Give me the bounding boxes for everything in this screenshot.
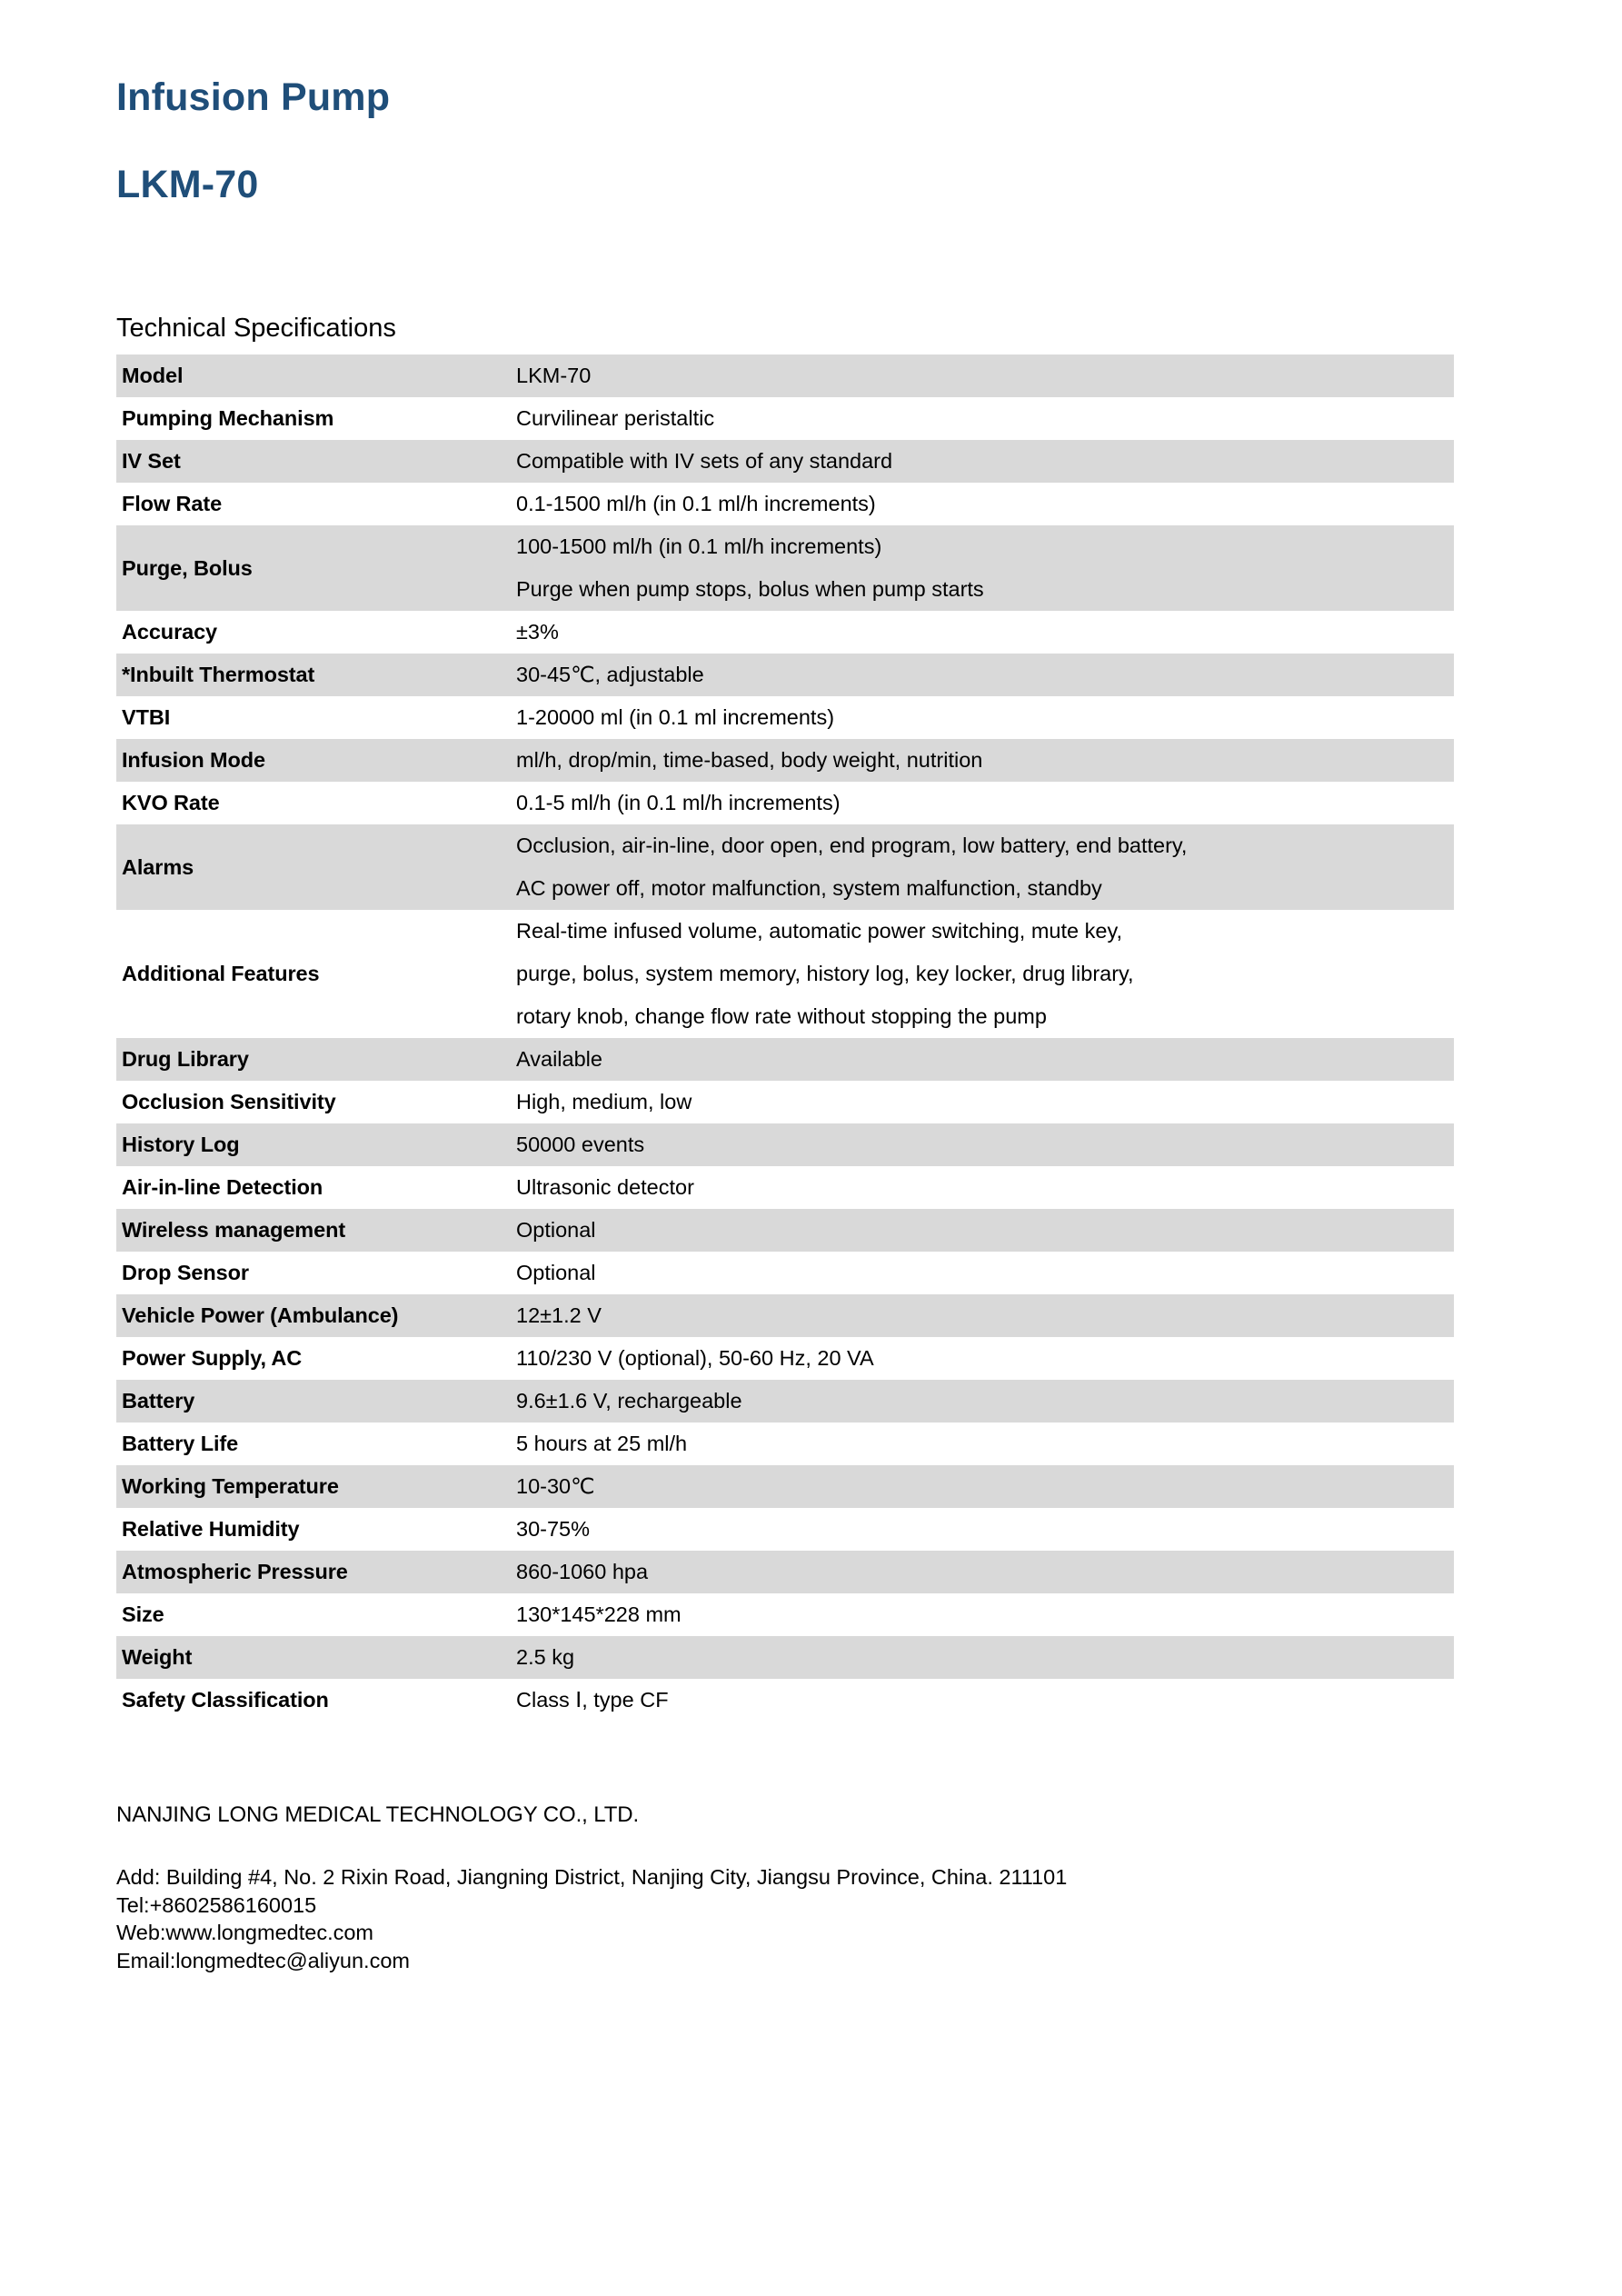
spec-value-line: Occlusion, air-in-line, door open, end program, low battery, end battery,	[516, 834, 1188, 857]
spec-value-line: Available	[516, 1047, 602, 1071]
spec-value-line: 1-20000 ml (in 0.1 ml increments)	[516, 705, 835, 729]
spec-value-lines	[516, 611, 1454, 654]
table-row	[116, 1380, 1454, 1423]
spec-value-cell	[512, 1123, 1454, 1166]
spec-value-cell	[512, 696, 1454, 739]
spec-label-cell: Purge, Bolus	[116, 525, 512, 611]
spec-value-cell	[512, 1679, 1454, 1722]
spec-value-lines	[516, 654, 1454, 696]
table-row	[116, 1423, 1454, 1465]
spec-value-cell	[512, 525, 1454, 611]
spec-value-line: 110/230 V (optional), 50-60 Hz, 20 VA	[516, 1346, 874, 1370]
spec-value-cell	[512, 397, 1454, 440]
spec-value-lines	[516, 1508, 1454, 1551]
spec-value-lines	[516, 824, 1454, 910]
spec-value-line: purge, bolus, system memory, history log, key locker, drug library,	[516, 962, 1134, 985]
spec-label-cell: Wireless management	[116, 1209, 512, 1252]
spec-value-line: Optional	[516, 1218, 596, 1242]
spec-value-line: Curvilinear peristaltic	[516, 406, 715, 430]
table-row	[116, 354, 1454, 397]
spec-value-cell	[512, 1636, 1454, 1679]
spec-value-cell	[512, 1593, 1454, 1636]
spec-value-line: High, medium, low	[516, 1090, 692, 1113]
table-row	[116, 1551, 1454, 1593]
table-row	[116, 1593, 1454, 1636]
spec-value-lines	[516, 483, 1454, 525]
spec-value-line: ml/h, drop/min, time-based, body weight, nutrition	[516, 748, 983, 772]
spec-value-line: 860-1060 hpa	[516, 1560, 649, 1583]
spec-value-lines	[516, 1551, 1454, 1593]
spec-label-cell: Flow Rate	[122, 492, 223, 515]
spec-value-lines	[516, 1038, 1454, 1081]
table-row	[116, 1465, 1454, 1508]
spec-value-cell	[512, 440, 1454, 483]
company-telephone: Tel:+8602586160015	[116, 1892, 317, 1917]
spec-value-lines	[516, 1337, 1454, 1380]
page-title: Infusion Pump	[116, 75, 391, 119]
spec-value-cell	[512, 1337, 1454, 1380]
spec-label-cell: Model	[116, 354, 512, 397]
spec-label-cell: Occlusion Sensitivity	[122, 1090, 336, 1113]
spec-value-cell	[512, 654, 1454, 696]
spec-value-cell	[512, 910, 1454, 1038]
spec-label-cell: Pumping Mechanism	[122, 406, 334, 430]
table-row	[116, 1508, 1454, 1551]
spec-value-line: 100-1500 ml/h (in 0.1 ml/h increments)	[516, 534, 882, 558]
spec-value-line: 0.1-1500 ml/h (in 0.1 ml/h increments)	[516, 492, 876, 515]
spec-label-cell: Air-in-line Detection	[122, 1175, 323, 1199]
spec-label-cell: Drug Library	[116, 1038, 512, 1081]
spec-value-cell	[512, 354, 1454, 397]
spec-value-lines	[516, 1081, 1454, 1123]
spec-label-cell: Alarms	[116, 824, 512, 910]
spec-value-lines	[516, 1593, 1454, 1636]
spec-value-line: Real-time infused volume, automatic power switching, mute key,	[516, 919, 1122, 943]
spec-label-cell: IV Set	[116, 440, 512, 483]
spec-value-lines	[516, 1166, 1454, 1209]
spec-label-cell: Weight	[116, 1636, 512, 1679]
spec-value-cell	[512, 611, 1454, 654]
spec-value-lines	[516, 354, 1454, 397]
table-row	[116, 397, 1454, 440]
spec-value-cell	[512, 1294, 1454, 1337]
spec-value-line: ±3%	[516, 620, 559, 644]
spec-value-lines	[516, 1294, 1454, 1337]
spec-label-cell: *Inbuilt Thermostat	[116, 654, 512, 696]
spec-value-lines	[516, 440, 1454, 483]
spec-value-line: 0.1-5 ml/h (in 0.1 ml/h increments)	[516, 791, 841, 814]
spec-value-line: 2.5 kg	[516, 1645, 575, 1669]
spec-label-cell: Vehicle Power (Ambulance)	[116, 1294, 512, 1337]
spec-value-lines	[516, 1423, 1454, 1465]
spec-value-cell	[512, 1252, 1454, 1294]
spec-label-cell: Power Supply, AC	[122, 1346, 303, 1370]
company-address: Add: Building #4, No. 2 Rixin Road, Jiangning District, Nanjing City, Jiangsu Province, China. 211101	[116, 1865, 1068, 1889]
spec-value-line: Ultrasonic detector	[516, 1175, 694, 1199]
spec-value-line: Optional	[516, 1261, 596, 1284]
spec-value-cell	[512, 782, 1454, 824]
spec-value-cell	[512, 483, 1454, 525]
spec-value-lines	[516, 1380, 1454, 1423]
spec-label-cell: Additional Features	[122, 962, 320, 985]
spec-value-cell	[512, 824, 1454, 910]
table-row	[116, 654, 1454, 696]
spec-value-lines	[516, 525, 1454, 611]
table-row	[116, 525, 1454, 611]
spec-value-lines	[516, 696, 1454, 739]
spec-value-lines	[516, 782, 1454, 824]
spec-value-cell	[512, 1465, 1454, 1508]
spec-value-line: 12±1.2 V	[516, 1303, 602, 1327]
spec-value-lines	[516, 1123, 1454, 1166]
spec-value-line: LKM-70	[516, 364, 592, 387]
document-footer	[116, 1802, 1622, 1974]
spec-value-cell	[512, 1551, 1454, 1593]
spec-value-cell	[512, 1038, 1454, 1081]
table-row	[116, 483, 1454, 525]
spec-value-line: rotary knob, change flow rate without stopping the pump	[516, 1004, 1047, 1028]
spec-value-lines	[516, 910, 1454, 1038]
table-row	[116, 611, 1454, 654]
spec-value-lines	[516, 1465, 1454, 1508]
document-header	[0, 0, 1622, 211]
company-website[interactable]: Web:www.longmedtec.com	[116, 1921, 373, 1944]
contact-block	[116, 1863, 1622, 1974]
table-row	[116, 1636, 1454, 1679]
spec-value-line: Class Ⅰ, type CF	[516, 1688, 669, 1712]
spec-value-cell	[512, 1166, 1454, 1209]
spec-value-line: 30-75%	[516, 1517, 590, 1541]
spec-value-lines	[516, 739, 1454, 782]
spec-label-cell: Battery Life	[122, 1432, 239, 1455]
spec-label-cell: KVO Rate	[122, 791, 220, 814]
technical-specifications-table	[116, 354, 1454, 1722]
spec-label-cell: Atmospheric Pressure	[116, 1551, 512, 1593]
table-row	[116, 1252, 1454, 1294]
table-row	[116, 739, 1454, 782]
spec-label-cell: History Log	[116, 1123, 512, 1166]
table-row	[116, 696, 1454, 739]
spec-value-line: 30-45℃, adjustable	[516, 663, 704, 686]
spec-value-line: 130*145*228 mm	[516, 1602, 682, 1626]
table-row	[116, 440, 1454, 483]
section-heading-technical-specifications: Technical Specifications	[116, 314, 396, 343]
spec-value-lines	[516, 1636, 1454, 1679]
company-email[interactable]: Email:longmedtec@aliyun.com	[116, 1948, 410, 1972]
spec-value-lines	[516, 1679, 1454, 1722]
table-row	[116, 1337, 1454, 1380]
spec-value-lines	[516, 397, 1454, 440]
spec-label-cell: Relative Humidity	[122, 1517, 300, 1541]
spec-value-line: AC power off, motor malfunction, system malfunction, standby	[516, 876, 1102, 900]
table-row	[116, 782, 1454, 824]
spec-value-lines	[516, 1252, 1454, 1294]
table-row	[116, 1081, 1454, 1123]
spec-value-line: 50000 events	[516, 1133, 645, 1156]
spec-value-cell	[512, 739, 1454, 782]
spec-label-cell: Battery	[116, 1380, 512, 1423]
table-row	[116, 1123, 1454, 1166]
spec-value-line: 5 hours at 25 ml/h	[516, 1432, 688, 1455]
spec-label-cell: Infusion Mode	[116, 739, 512, 782]
table-row	[116, 1209, 1454, 1252]
spec-value-line: Purge when pump stops, bolus when pump starts	[516, 577, 984, 601]
spec-label-cell: VTBI	[122, 705, 171, 729]
table-row	[116, 1166, 1454, 1209]
table-row	[116, 1038, 1454, 1081]
spec-label-cell: Size	[122, 1602, 164, 1626]
spec-value-cell	[512, 1209, 1454, 1252]
spec-value-lines	[516, 1209, 1454, 1252]
spec-label-cell: Safety Classification	[122, 1688, 329, 1712]
spec-value-cell	[512, 1081, 1454, 1123]
table-row	[116, 910, 1454, 1038]
table-row	[116, 1294, 1454, 1337]
spec-value-cell	[512, 1423, 1454, 1465]
spec-label-cell: Drop Sensor	[122, 1261, 249, 1284]
company-name: NANJING LONG MEDICAL TECHNOLOGY CO., LTD.	[116, 1802, 640, 1827]
table-row	[116, 824, 1454, 910]
spec-table-body	[116, 354, 1454, 1722]
spec-value-cell	[512, 1380, 1454, 1423]
spec-label-cell: Working Temperature	[116, 1465, 512, 1508]
spec-value-line: 10-30℃	[516, 1474, 595, 1498]
product-model-title: LKM-70	[116, 163, 259, 206]
spec-label-cell: Accuracy	[122, 620, 218, 644]
spec-value-line: 9.6±1.6 V, rechargeable	[516, 1389, 742, 1413]
spec-value-line: Compatible with IV sets of any standard	[516, 449, 893, 473]
spec-value-cell	[512, 1508, 1454, 1551]
table-row	[116, 1679, 1454, 1722]
